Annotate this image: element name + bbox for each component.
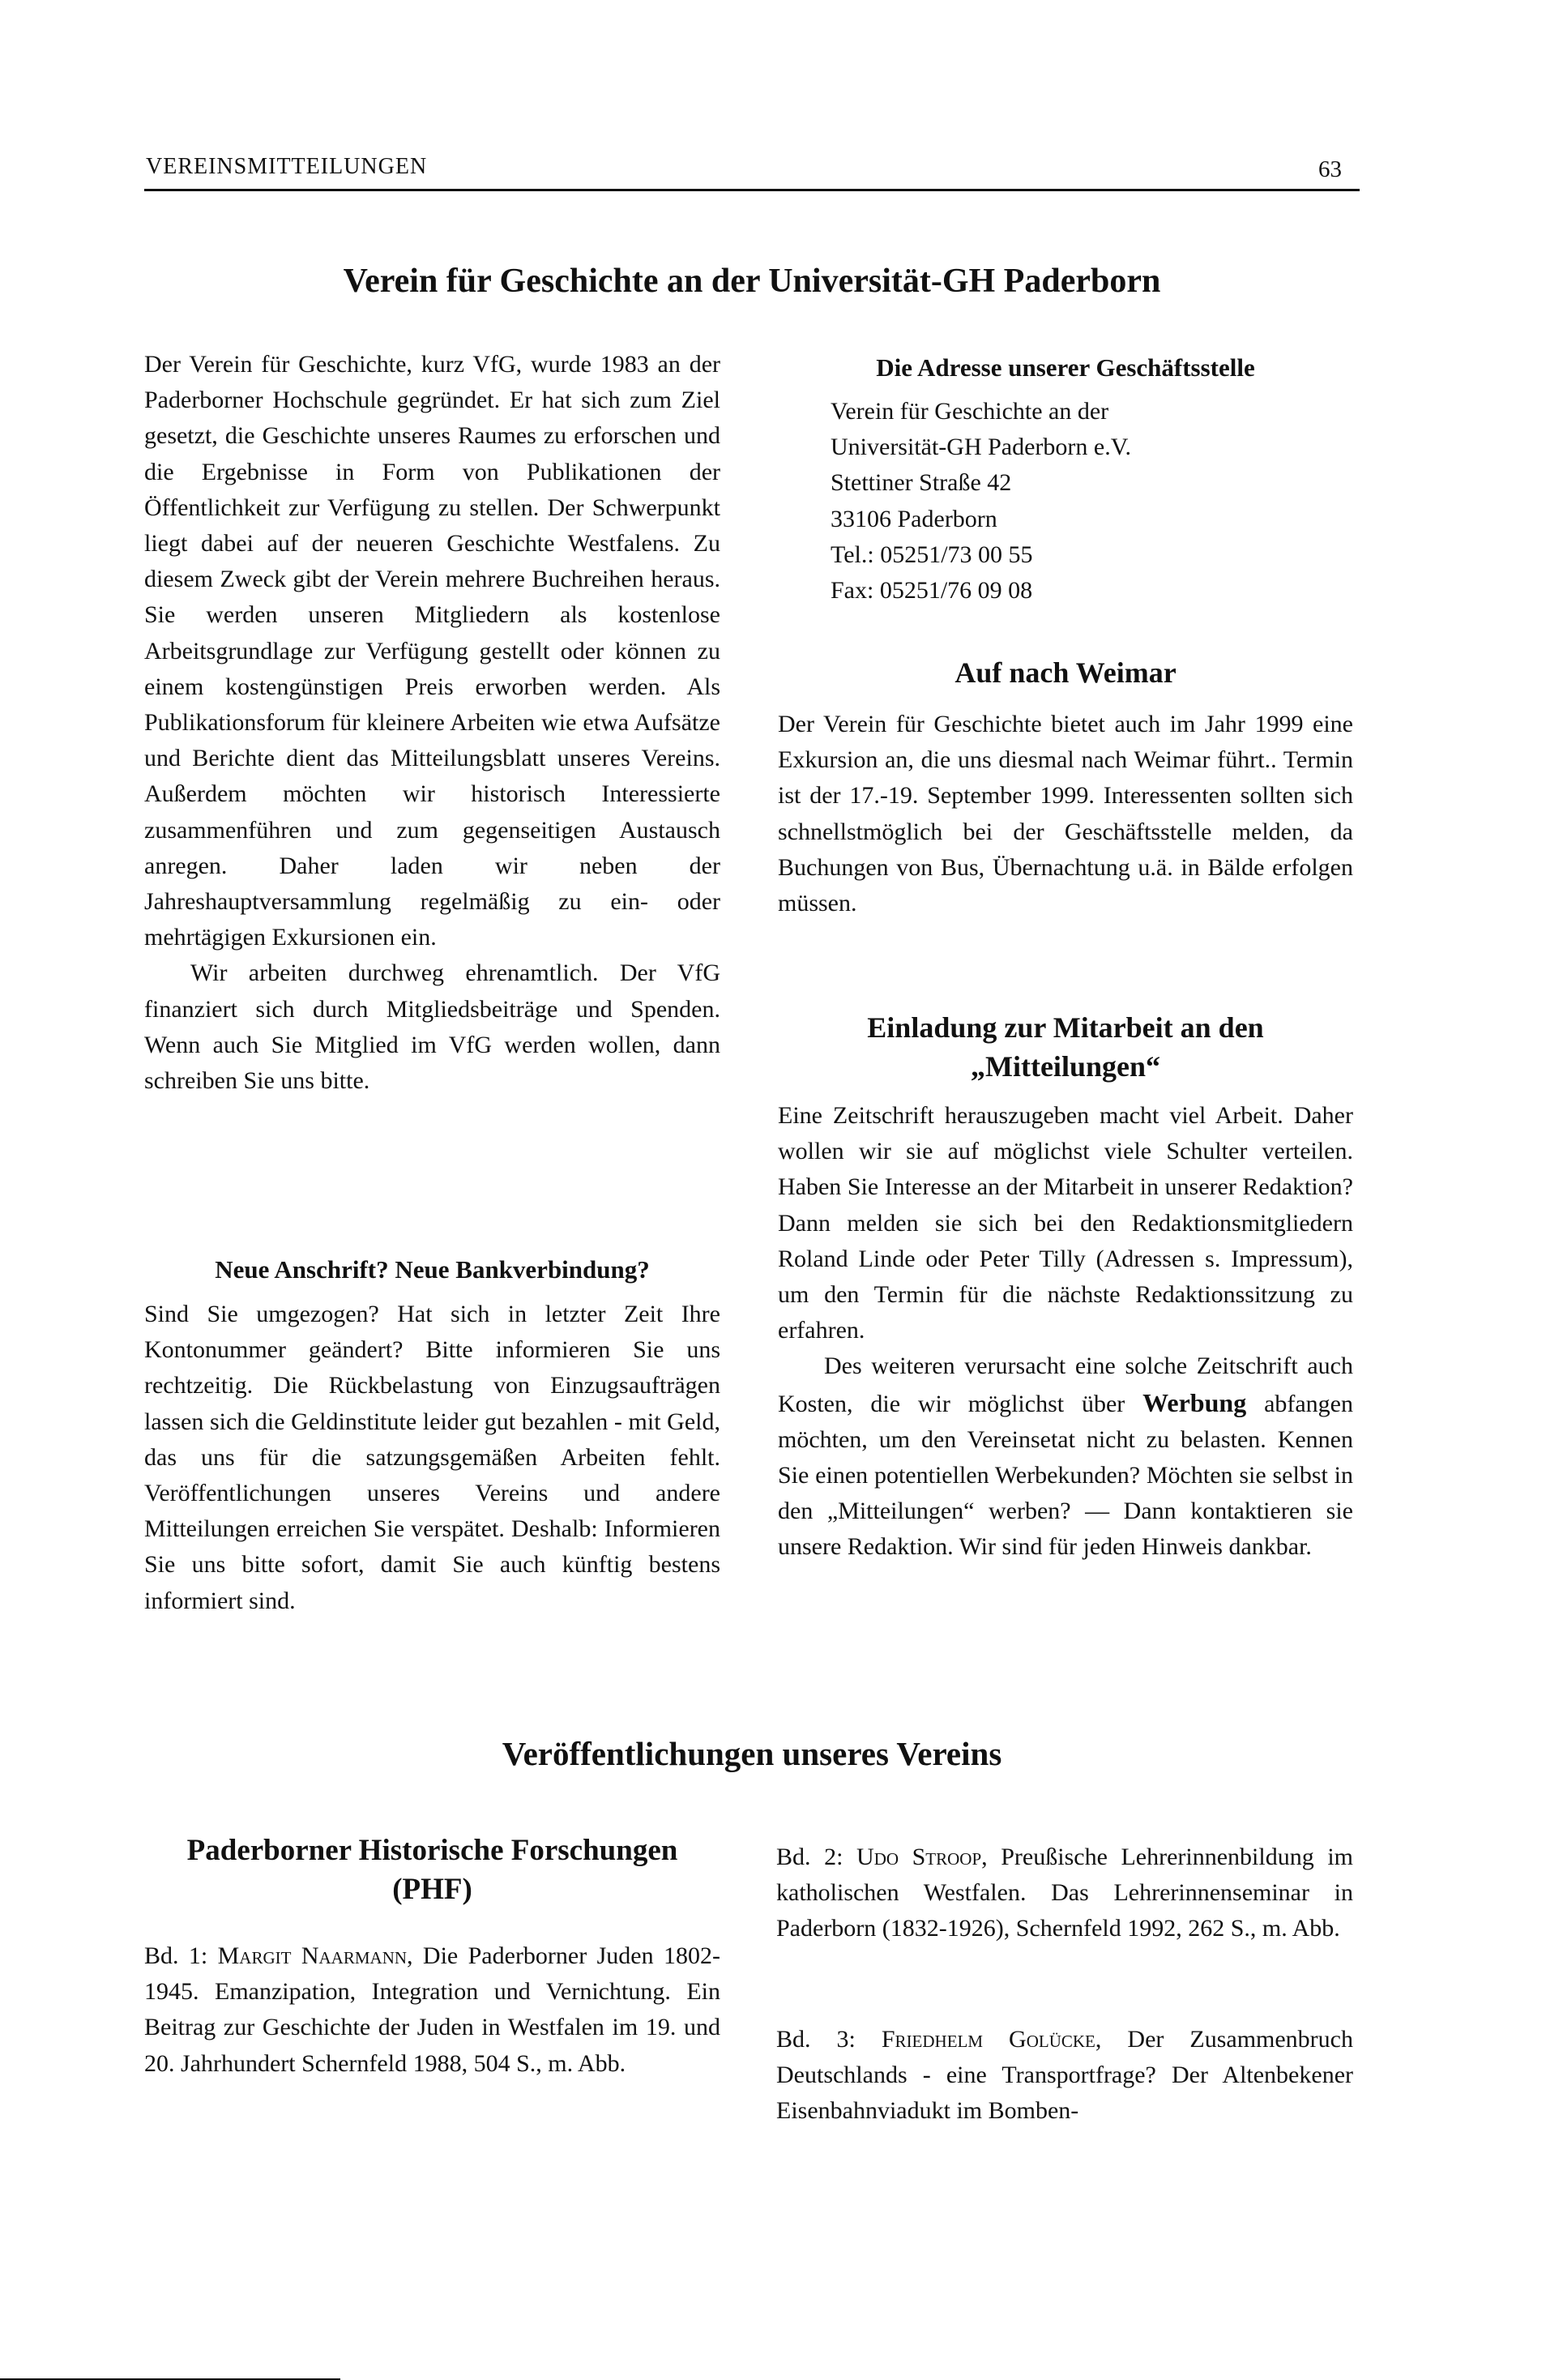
werbung-text-after: abfangen möchten, um den Vereinsetat nicht zu belasten. Kennen Sie einen potentiellen Werbekunden? Möchten sie selbst in den „Mitteilungen“ werben? — Dann kontaktieren sie unsere Redaktion. Wir sind für jeden Hinweis dankbar. [778, 1390, 1353, 1561]
publication-text: , Die Paderborner Juden 1802-1945. Emanzipation, Integration und Vernichtung. Ein Beitrag zur Geschichte der Juden in Westfalen im 19. und 20. Jahrhundert Schernfeld 1988, 504 S., m. Abb. [144, 1942, 720, 2077]
left-column [144, 347, 720, 1099]
author-name: Friedhelm Golücke [881, 2026, 1095, 2053]
anschrift-heading: Neue Anschrift? Neue Bankverbindung? [215, 1255, 650, 1284]
volume-label: Bd. 2: [776, 1844, 843, 1870]
mitarbeit-heading-line: Einladung zur Mitarbeit an den [867, 1011, 1264, 1044]
volume-label: Bd. 3: [776, 2026, 856, 2053]
membership-paragraph: Wir arbeiten durchweg ehrenamtlich. Der VfG finanziert sich durch Mitgliedsbeiträge und Spenden. Wenn auch Sie Mitglied im VfG werden wollen, dann schreiben Sie uns bitte. [144, 959, 720, 1095]
mitarbeit-heading-line: „Mitteilungen“ [971, 1050, 1160, 1083]
address-line: Universität-GH Paderborn e.V. [831, 434, 1132, 461]
anschrift-block [144, 1297, 720, 1619]
fax-line: Fax: 05251/76 09 08 [831, 577, 1033, 605]
header-rule [144, 189, 1360, 191]
phone-line: Tel.: 05251/73 00 55 [831, 541, 1033, 568]
werbung-paragraph [778, 1348, 1353, 1565]
running-header: VEREINSMITTEILUNGEN [146, 154, 428, 179]
volume-label: Bd. 1: [144, 1942, 208, 1969]
series-heading [144, 1831, 720, 1909]
publication-item-3 [776, 2022, 1353, 2130]
weimar-paragraph: Der Verein für Geschichte bietet auch im Jahr 1999 eine Exkursion an, die uns diesmal nach Weimar führt.. Termin ist der 17.-19. September 1999. Interessenten sollten sich schnellstmöglich bei der Geschäftsstelle melden, da Buchungen von Bus, Übernachtung u.ä. in Bälde erfolgen müssen. [778, 711, 1353, 917]
publication-item-2 [776, 1839, 1353, 1947]
address-heading: Die Adresse unserer Geschäftsstelle [876, 353, 1255, 382]
address-line: Verein für Geschichte an der [831, 398, 1109, 425]
werbung-text-before: Des weiteren verursacht eine solche Zeitschrift auch Kosten, die wir möglichst über [778, 1352, 1353, 1417]
author-name: Margit Naarmann [217, 1942, 408, 1969]
page-number: 63 [1318, 156, 1342, 182]
weimar-block [778, 707, 1353, 921]
publication-item-1 [144, 1938, 720, 2082]
series-title: Paderborner Historische Forschungen [186, 1834, 678, 1867]
weimar-heading: Auf nach Weimar [954, 656, 1177, 689]
mitarbeit-heading [778, 1008, 1353, 1086]
article-title: Verein für Geschichte an der Universität-GH Paderborn [343, 263, 1161, 300]
address-line: 33106 Paderborn [831, 505, 997, 532]
mitarbeit-block [778, 1098, 1353, 1566]
publication-text: , Der Zusammenbruch Deutschlands - eine Transportfrage? Der Altenbekener Eisenbahnviadukt im Bomben- [776, 2026, 1353, 2125]
author-name: Udo Stroop [856, 1844, 982, 1870]
werbung-bold: Werbung [1142, 1387, 1247, 1417]
intro-paragraph: Der Verein für Geschichte, kurz VfG, wurde 1983 an der Paderborner Hochschule gegründet. Er hat sich zum Ziel gesetzt, die Geschichte unseres Raumes zu erforschen und die Ergebnisse in Form von Publikationen der Öffentlichkeit zur Verfügung zu stellen. Der Schwerpunkt liegt dabei auf der neueren Geschichte Westfalens. Zu diesem Zweck gibt der Verein mehrere Buchreihen heraus. Sie werden unseren Mitgliedern als kostenlose Arbeitsgrundlage zur Verfügung gestellt oder können zu einem kostengünstigen Preis erworben werden. Als Publikationsforum für kleinere Arbeiten wie etwa Aufsätze und Berichte dient das Mitteilungsblatt unseres Vereins. Außerdem möchten wir historisch Interessierte zusammenführen und zum gegenseitigen Austausch anregen. Daher laden wir neben der Jahreshauptversammlung regelmäßig zu ein- oder mehrtägigen Exkursionen ein. [144, 351, 720, 951]
series-abbreviation: (PHF) [392, 1873, 472, 1906]
address-block [831, 394, 1349, 609]
mitarbeit-paragraph: Eine Zeitschrift herauszugeben macht viel Arbeit. Daher wollen wir sie auf möglichst viele Schulter verteilen. Haben Sie Interesse an der Mitarbeit in unserer Redaktion? Dann melden sie sich bei den Redaktionsmitgliedern Roland Linde oder Peter Tilly (Adressen s. Impressum), um den Termin für die nächste Redaktionssitzung zu erfahren. [778, 1102, 1353, 1344]
address-line: Stettiner Straße 42 [831, 469, 1012, 497]
publications-heading: Veröffentlichungen unseres Vereins [502, 1735, 1002, 1772]
anschrift-paragraph: Sind Sie umgezogen? Hat sich in letzter Zeit Ihre Kontonummer geändert? Bitte informieren Sie uns rechtzeitig. Die Rückbelastung von Einzugsaufträgen lassen sich die Geldinstitute leider gut bezahlen - mit Geld, das uns für die satzungsgemäßen Arbeiten fehlt. Veröffentlichungen unseres Vereins und andere Mitteilungen erreichen Sie verspätet. Deshalb: Informieren Sie uns bitte sofort, damit Sie auch künftig bestens informiert sind. [144, 1301, 720, 1614]
publication-text: , Preußische Lehrerinnenbildung im katholischen Westfalen. Das Lehrerinnenseminar in Paderborn (1832-1926), Schernfeld 1992, 262 S., m. Abb. [776, 1844, 1353, 1942]
